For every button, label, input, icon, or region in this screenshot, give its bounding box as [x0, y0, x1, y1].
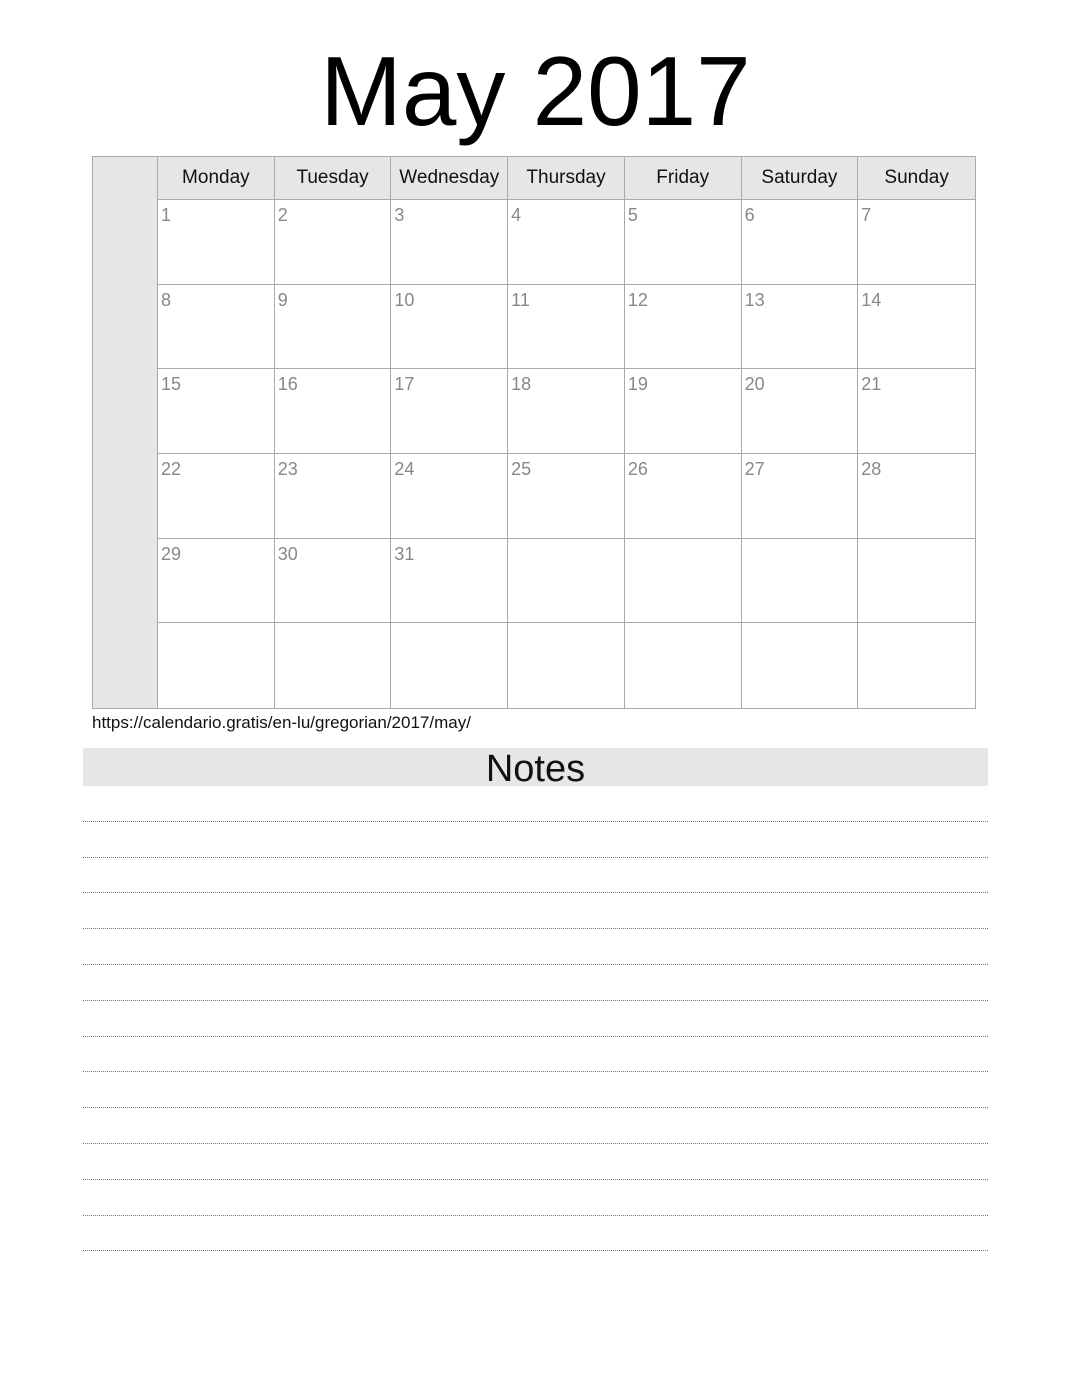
day-cell	[508, 539, 625, 624]
month-calendar-grid	[92, 156, 976, 709]
day-number: 23	[277, 458, 298, 479]
day-number: 14	[861, 289, 882, 310]
day-cell	[858, 200, 975, 285]
day-cell	[158, 623, 275, 708]
notes-lines	[83, 786, 988, 1251]
day-cell	[508, 623, 625, 708]
day-cell	[275, 454, 392, 539]
day-cell	[158, 454, 275, 539]
week-number-column	[93, 157, 158, 708]
day-cell	[625, 454, 742, 539]
day-cell	[391, 369, 508, 454]
day-cell	[391, 200, 508, 285]
day-cell	[858, 285, 975, 370]
day-number: 18	[511, 374, 532, 395]
day-number: 8	[161, 289, 172, 310]
note-line	[83, 1216, 988, 1252]
day-cell	[158, 539, 275, 624]
day-cell	[158, 200, 275, 285]
day-number: 29	[161, 543, 182, 564]
note-line	[83, 929, 988, 965]
day-number: 1	[161, 205, 172, 225]
note-line	[83, 1001, 988, 1037]
weekday-header-tuesday: Tuesday	[275, 157, 392, 200]
note-line	[83, 822, 988, 858]
day-cell	[508, 200, 625, 285]
day-number: 13	[744, 289, 765, 310]
day-number: 24	[394, 458, 415, 479]
day-cell	[858, 539, 975, 624]
day-cell	[625, 285, 742, 370]
day-cell	[742, 369, 859, 454]
day-number: 3	[394, 205, 405, 225]
day-cell	[625, 200, 742, 285]
day-number: 11	[511, 289, 530, 310]
day-cell	[858, 369, 975, 454]
day-cell	[275, 369, 392, 454]
day-cell	[508, 285, 625, 370]
day-cell	[742, 200, 859, 285]
day-number: 12	[627, 289, 648, 310]
day-number: 6	[744, 205, 755, 225]
day-cell	[508, 454, 625, 539]
day-number: 5	[627, 205, 638, 225]
note-line	[83, 786, 988, 822]
weekday-header-wednesday: Wednesday	[391, 157, 508, 200]
notes-title: Notes	[83, 748, 988, 786]
day-number: 9	[277, 289, 288, 310]
day-number: 30	[277, 543, 298, 564]
day-cell	[858, 623, 975, 708]
note-line	[83, 1072, 988, 1108]
day-cell	[858, 454, 975, 539]
day-number: 26	[627, 458, 648, 479]
day-cell	[391, 285, 508, 370]
day-cell	[742, 539, 859, 624]
day-number: 10	[394, 289, 415, 310]
day-number: 20	[744, 374, 765, 395]
day-number: 17	[394, 374, 415, 395]
day-cell	[391, 623, 508, 708]
day-cell	[742, 454, 859, 539]
day-number: 7	[861, 205, 872, 225]
day-cell	[275, 200, 392, 285]
note-line	[83, 1108, 988, 1144]
day-cell	[742, 623, 859, 708]
weekday-header-friday: Friday	[625, 157, 742, 200]
day-cell	[625, 369, 742, 454]
note-line	[83, 1144, 988, 1180]
day-number: 15	[161, 374, 182, 395]
day-number: 21	[861, 374, 882, 395]
day-cell	[625, 623, 742, 708]
day-number: 27	[744, 458, 765, 479]
day-cell	[742, 285, 859, 370]
day-cell	[158, 369, 275, 454]
note-line	[83, 1037, 988, 1073]
day-cell	[275, 623, 392, 708]
weekday-header-monday: Monday	[158, 157, 275, 200]
note-line	[83, 1180, 988, 1216]
note-line	[83, 893, 988, 929]
day-number: 2	[277, 205, 288, 225]
day-cell	[508, 369, 625, 454]
weekday-header-saturday: Saturday	[742, 157, 859, 200]
day-cell	[275, 539, 392, 624]
day-number: 19	[627, 374, 648, 395]
note-line	[83, 858, 988, 894]
day-cell	[625, 539, 742, 624]
day-cell	[391, 539, 508, 624]
page-title: May 2017	[320, 36, 751, 146]
day-number: 16	[277, 374, 298, 395]
source-url: https://calendario.gratis/en-lu/gregorian/2017/may/	[92, 713, 471, 732]
day-number: 4	[511, 205, 522, 225]
weekday-header-sunday: Sunday	[858, 157, 975, 200]
day-cell	[158, 285, 275, 370]
note-line	[83, 965, 988, 1001]
day-number: 28	[861, 458, 882, 479]
day-number: 31	[394, 543, 415, 564]
weekday-header-thursday: Thursday	[508, 157, 625, 200]
day-cell	[275, 285, 392, 370]
day-number: 22	[161, 458, 182, 479]
day-number: 25	[511, 458, 532, 479]
day-cell	[391, 454, 508, 539]
